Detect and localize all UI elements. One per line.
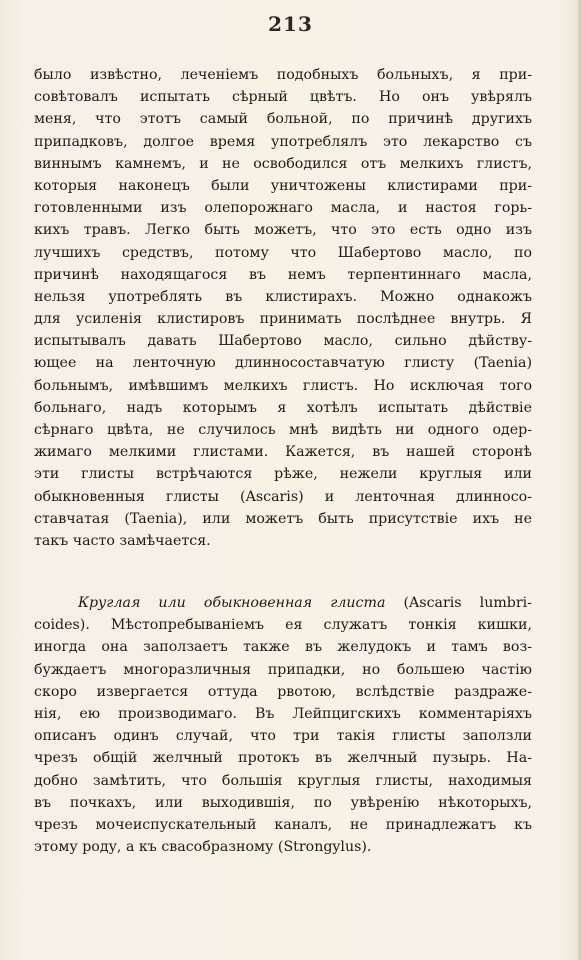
text-line: иногда она заползаетъ также въ желудокъ и тамъ воз-	[34, 639, 532, 656]
text-line: было извѣстно, леченіемъ подобныхъ больныхъ, я при-	[34, 67, 532, 83]
section-heading-latin: (Ascaris lumbri-	[385, 595, 532, 611]
text-line: больнымъ, имѣвшимъ мелкихъ глистъ. Но исключая того	[34, 377, 532, 394]
text-line: причинѣ находящагося въ немъ терпентиннаго масла,	[34, 266, 532, 283]
text-line: больнаго, надъ которымъ я хотѣлъ испытать дѣйствіе	[34, 399, 532, 416]
text-line: эти глисты встрѣчаются рѣже, нежели круглыя или	[34, 466, 532, 483]
text-line: ставчатая (Taenia), или можетъ быть присутствіе ихъ не	[34, 510, 532, 527]
text-line: испытывалъ давать Шабертово масло, сильно дѣйству-	[34, 333, 532, 350]
page-number: 213	[268, 12, 313, 36]
text-line: нельзя употреблять въ клистирахъ. Можно однакожъ	[34, 288, 532, 305]
section-heading-italic: Круглая или обыкновенная глиста	[78, 595, 386, 611]
text-line: буждаетъ многоразличныя припадки, но большею частію	[34, 661, 532, 678]
text-line: такъ часто замѣчается.	[34, 532, 211, 549]
text-line: въ почкахъ, или выходившія, по увѣренію нѣкоторыхъ,	[34, 794, 532, 811]
text-line: припадковъ, долгое время употреблялъ это лекарство съ	[34, 133, 532, 150]
text-line: виннымъ камнемъ, и не освободился отъ мелкихъ глистъ,	[34, 155, 532, 172]
text-line: лучшихъ средствъ, потому что Шабертово масло, по	[34, 244, 532, 261]
text-line: совѣтовалъ испытать сѣрный цвѣтъ. Но онъ увѣрялъ	[34, 89, 532, 106]
paragraph-1	[34, 64, 532, 552]
text-line: coides). Мѣстопребываніемъ ея служатъ тонкія кишки,	[34, 617, 532, 634]
text-line: нія, ею производимаго. Въ Лейпцигскихъ комментаріяхъ	[34, 705, 532, 722]
text-line: обыкновенныя глисты (Ascaris) и ленточная длинносо-	[34, 488, 532, 505]
text-line: описанъ одинъ случай, что три такія глисты заползли	[34, 728, 532, 745]
text-line: готовленными изъ олепорожнаго масла, и настоя горь-	[34, 200, 532, 217]
text-line	[34, 592, 532, 614]
text-line: жимаго мелкими глистами. Кажется, въ нашей сторонѣ	[34, 444, 532, 461]
paragraph-2	[34, 592, 532, 858]
text-line: для усиленія клистировъ принимать послѣднее внутрь. Я	[34, 311, 532, 328]
text-line: этому роду, а къ свасобразному (Strongylus).	[34, 839, 372, 856]
text-line: меня, что этотъ самый больной, по причинѣ другихъ	[34, 111, 532, 128]
text-line: сѣрнаго цвѣта, не случилось мнѣ видѣть ни одного одер-	[34, 422, 532, 438]
text-line: которыя наконецъ были уничтожены клистирами при-	[34, 177, 532, 194]
text-line: чрезъ мочеиспускательный каналъ, не принадлежатъ къ	[34, 816, 532, 833]
text-line: кихъ травъ. Легко быть можетъ, что это есть одно изъ	[34, 222, 532, 239]
text-line: добно замѣтить, что большія круглыя глисты, находимыя	[34, 772, 532, 789]
text-line: чрезъ общій желчный протокъ въ желчный пузырь. На-	[34, 750, 532, 767]
text-line: ющее на ленточную длинносоставчатую глисту (Taenia)	[34, 355, 532, 372]
text-line: скоро извергается оттуда рвотою, вслѣдствіе раздраже-	[34, 683, 532, 700]
